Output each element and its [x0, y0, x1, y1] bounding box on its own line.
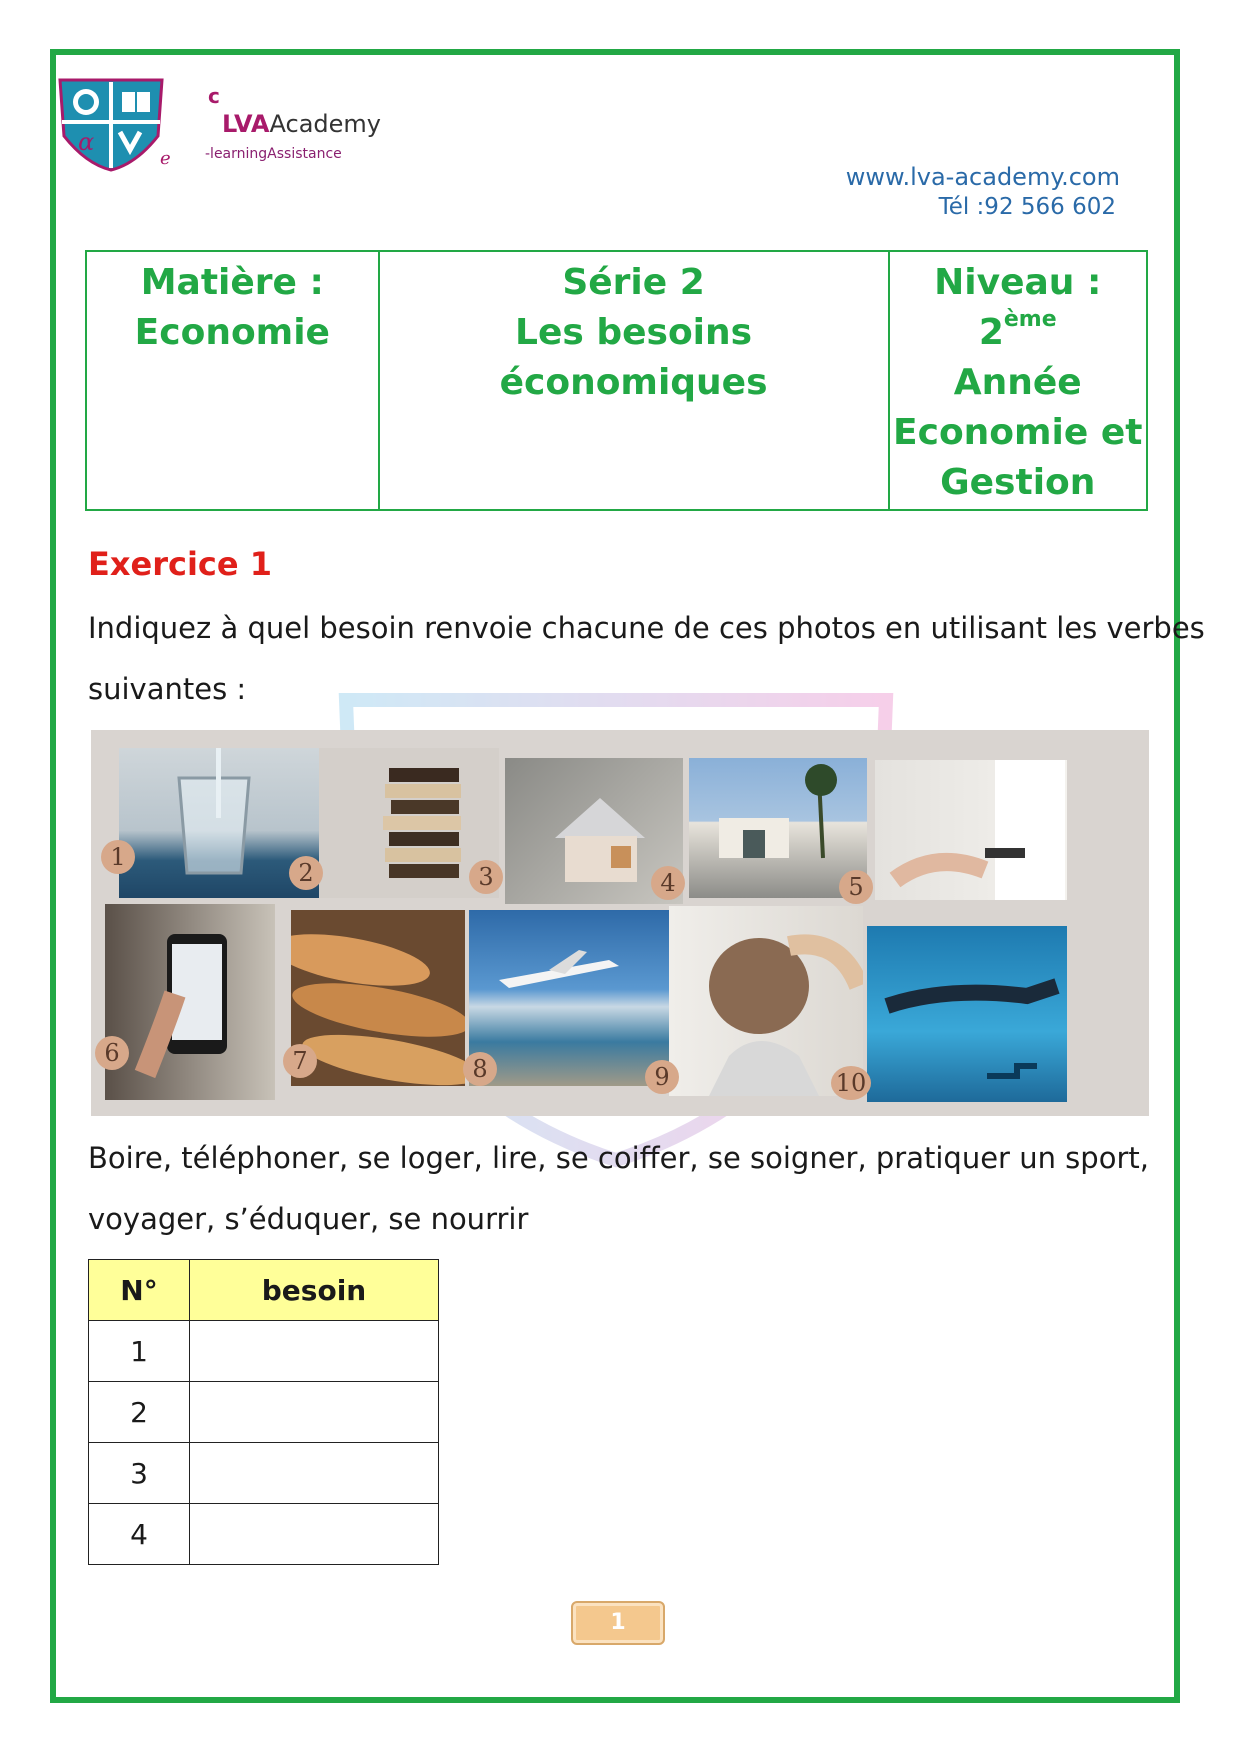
- photo-smartphone: [105, 904, 275, 1100]
- photo-number-3: 3: [469, 860, 503, 894]
- photo-number-4: 4: [651, 866, 685, 900]
- photo-number-8: 8: [463, 1052, 497, 1086]
- level-label: [891, 258, 1146, 358]
- info-table: [85, 250, 1148, 511]
- verbs-line-2: voyager, s’éduquer, se nourrir: [88, 1202, 529, 1236]
- verbs-line-1: Boire, téléphoner, se loger, lire, se coiffer, se soigner, pratiquer un sport,: [88, 1141, 1149, 1175]
- brand-tagline: -learningAssistance: [205, 146, 342, 162]
- photo-number-5: 5: [839, 870, 873, 904]
- photo-doctor: [875, 760, 1067, 900]
- series-cell: [379, 251, 889, 510]
- column-need-header: besoin: [190, 1260, 439, 1321]
- instruction-line-1: Indiquez à quel besoin renvoie chacune de ces photos en utilisant les verbes: [88, 611, 1205, 645]
- brand-academy: Academy: [269, 110, 381, 138]
- need-answer-cell[interactable]: [190, 1382, 439, 1443]
- photo-collage: [91, 730, 1149, 1116]
- website-link[interactable]: www.lva-academy.com: [845, 163, 1120, 191]
- level-year: Année: [953, 362, 1082, 403]
- subject-value: Economie: [134, 312, 330, 353]
- table-row: [89, 1321, 439, 1382]
- photo-bread: [291, 910, 465, 1086]
- lva-academy-logo: [56, 76, 166, 172]
- photo-number-9: 9: [645, 1060, 679, 1094]
- subject-label: Matière :: [140, 262, 324, 303]
- table-row: [89, 1382, 439, 1443]
- need-answer-cell[interactable]: [190, 1321, 439, 1382]
- level-sup: ème: [1003, 307, 1057, 332]
- table-row: [89, 1504, 439, 1565]
- page-number-badge: 1: [571, 1601, 665, 1645]
- photo-airplane: [469, 910, 669, 1086]
- answer-table: [88, 1259, 439, 1565]
- subject-cell: [86, 251, 379, 510]
- level-label-text: Niveau : 2: [934, 262, 1102, 353]
- column-number-header: N°: [89, 1260, 190, 1321]
- level-cell: [889, 251, 1148, 510]
- photo-number-1: 1: [101, 840, 135, 874]
- brand-lva: LVA: [222, 110, 270, 138]
- photo-swimmer: [867, 926, 1067, 1102]
- photo-number-10: 10: [831, 1066, 871, 1100]
- series-number: Série 2: [562, 262, 705, 303]
- instruction-line-2: suivantes :: [88, 672, 247, 706]
- brand-lva-academy: [222, 110, 381, 138]
- photo-number-6: 6: [95, 1036, 129, 1070]
- photo-school-building: [689, 758, 867, 898]
- row-number: 2: [89, 1382, 190, 1443]
- brand-e: e: [160, 148, 171, 169]
- level-section-2: Gestion: [940, 462, 1096, 503]
- table-row: [89, 1443, 439, 1504]
- photo-haircut: [669, 906, 863, 1096]
- answer-table-header: [89, 1260, 439, 1321]
- contact-info: [846, 162, 1120, 222]
- phone-number: Tél :92 566 602: [938, 194, 1116, 220]
- row-number: 4: [89, 1504, 190, 1565]
- brand-c: c: [208, 84, 220, 108]
- exercise-title: Exercice 1: [88, 545, 272, 583]
- photo-number-2: 2: [289, 856, 323, 890]
- photo-number-7: 7: [283, 1044, 317, 1078]
- need-answer-cell[interactable]: [190, 1504, 439, 1565]
- need-answer-cell[interactable]: [190, 1443, 439, 1504]
- svg-text:α: α: [78, 128, 95, 156]
- series-title: Les besoins économiques: [499, 312, 768, 403]
- row-number: 1: [89, 1321, 190, 1382]
- level-section-1: Economie et: [893, 412, 1143, 453]
- row-number: 3: [89, 1443, 190, 1504]
